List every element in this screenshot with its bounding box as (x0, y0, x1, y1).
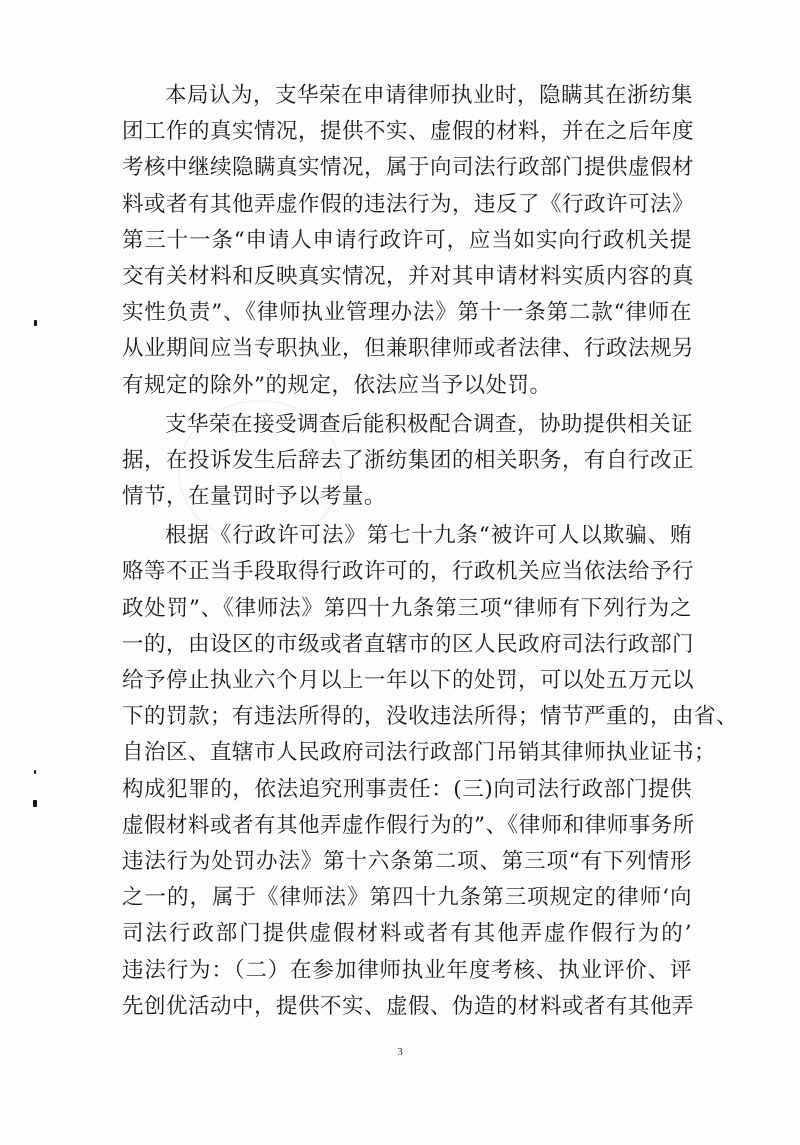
text-line: 根据《行政许可法》第七十九条“被许可人以欺骗、贿 (165, 523, 692, 549)
text-line: 违法行为处罚办法》第十六条第二项、第三项“有下列情形 (122, 848, 692, 874)
text-line: 实性负责”、《律师执业管理办法》第十一条第二款“律师在 (122, 300, 692, 326)
text-line: 交有关材料和反映真实情况，并对其申请材料实质内容的真 (122, 263, 695, 289)
text-line: 违法行为：（二）在参加律师执业年度考核、执业评价、评 (122, 957, 692, 983)
text-line: 团工作的真实情况，提供不实、虚假的材料，并在之后年度 (122, 119, 695, 145)
text-line: 构成犯罪的，依法追究刑事责任：(三)向司法行政部门提供 (122, 776, 692, 802)
text-line: 据，在投诉发生后辞去了浙纺集团的相关职务，有自行改正 (122, 447, 695, 473)
text-line: 一的，由设区的市级或者直辖市的区人民政府司法行政部门 (122, 631, 695, 657)
text-line: 料或者有其他弄虚作假的违法行为，违反了《行政许可法》 (122, 191, 695, 217)
text-line: 从业期间应当专职执业，但兼职律师或者法律、行政法规另 (122, 336, 695, 362)
text-line: 虚假材料或者有其他弄虚作假行为的”、《律师和律师事务所 (122, 812, 695, 838)
text-line: 之一的，属于《律师法》第四十九条第三项规定的律师‘向 (122, 885, 692, 911)
text-line: 考核中继续隐瞒真实情况，属于向司法行政部门提供虚假材 (122, 155, 695, 181)
text-line: 情节，在量罚时予以考量。 (122, 484, 387, 510)
binding-hole-mark (34, 320, 37, 326)
text-line: 给予停止执业六个月以上一年以下的处罚，可以处五万元以 (122, 668, 695, 693)
text-line: 赂等不正当手段取得行政许可的，行政机关应当依法给予行 (122, 559, 695, 585)
text-line: 本局认为，支华荣在申请律师执业时，隐瞒其在浙纺集 (165, 83, 694, 108)
binding-hole-mark (34, 770, 36, 774)
text-line: 政处罚”、《律师法》第四十九条第三项“律师有下列行为之 (122, 595, 692, 621)
text-line: 下的罚款；有违法所得的，没收违法所得；情节严重的，由省、 (122, 704, 739, 730)
page-number: 3 (397, 1046, 403, 1058)
text-line: 自治区、直辖市人民政府司法行政部门吊销其律师执业证书； (122, 740, 717, 766)
text-line: 支华荣在接受调查后能积极配合调查，协助提供相关证 (165, 411, 694, 437)
body-text (122, 78, 739, 1025)
binding-hole-mark (33, 800, 37, 807)
text-line: 先创优活动中，提供不实、虚假、伪造的材料或者有其他弄 (122, 993, 695, 1019)
text-line: 司法行政部门提供虚假材料或者有其他弄虚作假行为的’ (122, 921, 692, 947)
text-line: 有规定的除外”的规定，依法应当予以处罚。 (122, 372, 552, 398)
text-line: 第三十一条“申请人申请行政许可，应当如实向行政机关提 (122, 227, 692, 253)
